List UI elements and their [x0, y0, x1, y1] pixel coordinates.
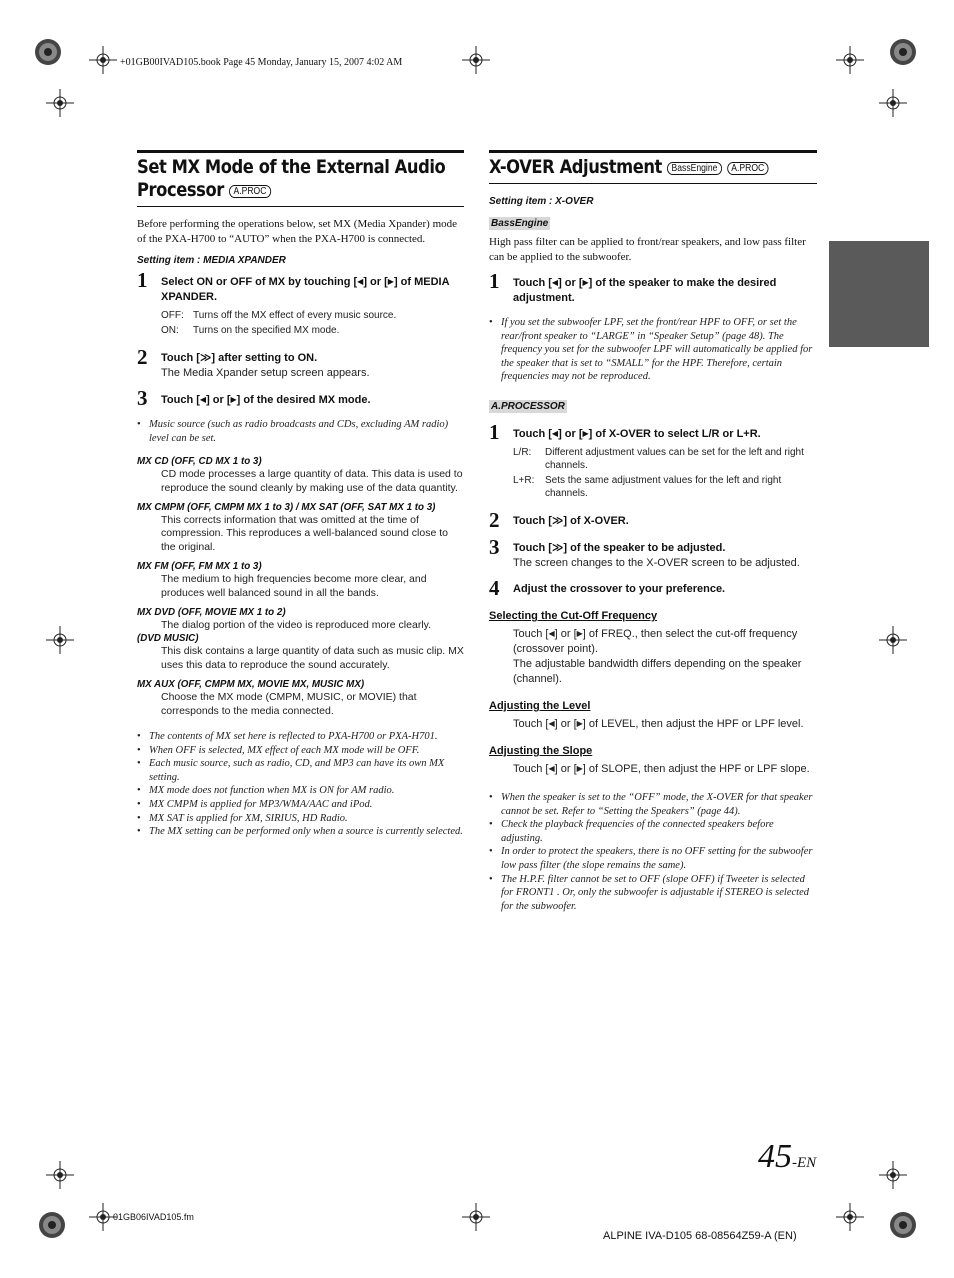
- bassengine-tag: BassEngine: [491, 218, 549, 229]
- forward-icon: ≫: [199, 352, 212, 364]
- level-heading: Adjusting the Level: [489, 699, 591, 712]
- slope-heading: Adjusting the Slope: [489, 744, 593, 757]
- step-3: [137, 386, 464, 410]
- right-arrow-icon: ▶: [582, 278, 589, 287]
- mx-cmpm-desc: This corrects information that was omitted at the time of compression. This reproduces a well-balanced sound close to the original.: [161, 514, 448, 553]
- step-sub: The Media Xpander setup screen appears.: [161, 367, 370, 379]
- setting-item: Setting item : MEDIA XPANDER: [137, 255, 286, 266]
- step-text: Touch [◀] or [▶] of X-OVER to select L/R or L+R.: [513, 427, 761, 440]
- title-line-1: Set MX Mode of the External Audio: [137, 156, 446, 178]
- step-text: Touch [◀] or [▶] of the speaker to make the desired adjustment.: [513, 277, 777, 304]
- dvd-music-desc: This disk contains a large quantity of data such as music clip. MX uses this data to reproduce the sound accurately.: [161, 645, 464, 671]
- note-item: • When the speaker is set to the “OFF” mode, the X-OVER for that speaker cannot be set. Refer to “Setting the Speakers” (page 44).: [489, 791, 817, 818]
- setting-item: Setting item : X-OVER: [489, 196, 594, 207]
- bass-intro: High pass filter can be applied to front/rear speakers, and low pass filter can be applied to the subwoofer.: [489, 236, 806, 263]
- right-arrow-icon: ▶: [576, 763, 583, 773]
- mx-cd-heading: MX CD (OFF, CD MX 1 to 3): [137, 456, 262, 468]
- aproc-badge: A.PROC: [727, 162, 769, 175]
- step-text: Adjust the crossover to your preference.: [513, 582, 726, 595]
- mx-aux-desc: Choose the MX mode (CMPM, MUSIC, or MOVIE) that corresponds to the media connected.: [161, 691, 417, 717]
- book-info-line: +01GB00IVAD105.book Page 45 Monday, January 15, 2007 4:02 AM: [120, 57, 403, 68]
- note-item: • The MX setting can be performed only when a source is currently selected.: [137, 825, 464, 839]
- step-sub: The screen changes to the X-OVER screen to be adjusted.: [513, 556, 800, 569]
- note-list: [489, 316, 817, 384]
- title-line-2: Processor: [137, 179, 224, 201]
- model-footer: ALPINE IVA-D105 68-08564Z59-A (EN): [603, 1230, 797, 1242]
- title-rule-bottom: [489, 183, 817, 184]
- note-list: [489, 791, 817, 913]
- aproc-step-2: [489, 507, 817, 532]
- note-list: [137, 730, 464, 839]
- step-number: 1: [489, 419, 500, 444]
- title-rule-top: [489, 150, 817, 153]
- note-item: • MX mode does not function when MX is ON for AM radio.: [137, 784, 464, 798]
- aproc-step-3: [489, 534, 817, 570]
- note-item: • When OFF is selected, MX effect of each MX mode will be OFF.: [137, 744, 464, 758]
- title-rule-top: [137, 150, 464, 153]
- cutoff-heading: Selecting the Cut-Off Frequency: [489, 609, 658, 622]
- note-item: • MX CMPM is applied for MP3/WMA/AAC and iPod.: [137, 798, 464, 812]
- left-arrow-icon: ◀: [551, 278, 559, 287]
- note-list: [137, 418, 464, 445]
- step-number: 4: [489, 575, 500, 600]
- right-arrow-icon: ▶: [576, 628, 583, 638]
- bass-step-1: [489, 269, 817, 306]
- left-column: [137, 150, 464, 839]
- aproc-badge: A.PROC: [229, 185, 271, 198]
- forward-icon: ≫: [551, 514, 564, 527]
- lr-definitions: L/R: Different adjustment values can be set for the left and right channels. L+R: Sets the same adjustment values for the left and right channels.: [513, 446, 804, 499]
- left-arrow-icon: ◀: [199, 395, 207, 404]
- note-item: • In order to protect the speakers, there is no OFF setting for the subwoofer low pass filter (the slope remains the same).: [489, 845, 817, 872]
- level-desc: Touch [◀] or [▶] of LEVEL, then adjust the HPF or LPF level.: [513, 717, 804, 730]
- step-text: Touch [≫] of the speaker to be adjusted.: [513, 541, 726, 554]
- on-off-definitions: OFF: Turns off the MX effect of every music source. ON: Turns on the specified MX mode.: [161, 310, 397, 336]
- step-text: Touch [≫] after setting to ON.: [161, 352, 318, 364]
- left-arrow-icon: ◀: [548, 628, 555, 638]
- dvd-music-heading: (DVD MUSIC): [137, 633, 199, 645]
- step-1: [137, 268, 464, 305]
- page-number: 45-EN: [758, 1138, 817, 1175]
- aprocessor-tag: A.PROCESSOR: [491, 400, 565, 412]
- step-number: 1: [489, 269, 500, 293]
- step-text: Touch [≫] of X-OVER.: [513, 514, 629, 527]
- step-number: 3: [489, 534, 500, 559]
- step-number: 2: [489, 507, 500, 532]
- mx-cmpm-heading: MX CMPM (OFF, CMPM MX 1 to 3) / MX SAT (OFF, SAT MX 1 to 3): [137, 502, 436, 513]
- note-item: • Each music source, such as radio, CD, and MP3 can have its own MX setting.: [137, 757, 464, 784]
- step-number: 2: [137, 345, 148, 369]
- note-item: • If you set the subwoofer LPF, set the front/rear HPF to OFF, or set the rear/front speaker to “LARGE” in “Speaker Setup” (page 48). The frequency you set for the subwoofer LPF will automatically be applied for the speaker that is set to “SMALL” for the HPF. Therefore, certain frequencies may not be reproduced.: [489, 316, 817, 384]
- step-number: 3: [137, 386, 148, 410]
- section-title-mx: [137, 156, 446, 202]
- right-column: [489, 150, 817, 913]
- mx-dvd-heading: MX DVD (OFF, MOVIE MX 1 to 2): [137, 607, 286, 619]
- intro-text: Before performing the operations below, set MX (Media Xpander) mode of the PXA-H700 to “AUTO” when the PXA-H700 is connected.: [137, 218, 458, 245]
- cutoff-desc: Touch [◀] or [▶] of FREQ., then select the cut-off frequency (crossover point). The adjustable bandwidth differs depending on the speaker (channel).: [513, 627, 802, 685]
- step-2: [137, 345, 464, 380]
- left-arrow-icon: ◀: [357, 277, 364, 286]
- note-item: • Check the playback frequencies of the connected speakers before adjusting.: [489, 818, 817, 845]
- mx-fm-desc: The medium to high frequencies become more clear, and produces well balanced sound in all the bands.: [161, 573, 427, 599]
- title-text: X-OVER Adjustment: [489, 156, 662, 178]
- mx-dvd-desc: The dialog portion of the video is reproduced more clearly.: [161, 619, 432, 632]
- step-text: Select ON or OFF of MX by touching [◀] or [▶] of MEDIA XPANDER.: [161, 276, 450, 303]
- left-arrow-icon: ◀: [551, 428, 559, 438]
- aproc-step-1: [489, 419, 817, 444]
- right-arrow-icon: ▶: [582, 428, 589, 438]
- note-item: • Music source (such as radio broadcasts and CDs, excluding AM radio) level can be set.: [137, 418, 464, 445]
- section-title-xover: [489, 156, 771, 179]
- note-item: • The contents of MX set here is reflected to PXA-H700 or PXA-H701.: [137, 730, 464, 744]
- right-arrow-icon: ▶: [576, 718, 583, 728]
- note-item: • MX SAT is applied for XM, SIRIUS, HD Radio.: [137, 812, 464, 826]
- slope-desc: Touch [◀] or [▶] of SLOPE, then adjust the HPF or LPF slope.: [513, 762, 810, 775]
- bassengine-badge: BassEngine: [667, 162, 722, 175]
- forward-icon: ≫: [551, 541, 564, 554]
- aproc-step-4: [489, 575, 817, 600]
- right-arrow-icon: ▶: [387, 277, 394, 286]
- chapter-tab: [829, 241, 929, 347]
- mx-aux-heading: MX AUX (OFF, CMPM MX, MOVIE MX, MUSIC MX): [137, 679, 365, 691]
- left-arrow-icon: ◀: [548, 763, 555, 773]
- step-text: Touch [◀] or [▶] of the desired MX mode.: [161, 394, 371, 406]
- fm-file-line: 01GB06IVAD105.fm: [113, 1212, 194, 1222]
- left-arrow-icon: ◀: [548, 718, 555, 728]
- step-number: 1: [137, 268, 148, 292]
- mx-fm-heading: MX FM (OFF, FM MX 1 to 3): [137, 561, 262, 573]
- note-item: • The H.P.F. filter cannot be set to OFF (slope OFF) if Tweeter is selected for FRONT1 . Or, only the subwoofer is adjustable if STEREO is selected for the subwoofer.: [489, 873, 817, 914]
- mx-cd-desc: CD mode processes a large quantity of data. This data is used to reproduce the sound cleanly by making use of the data quantity.: [161, 468, 463, 494]
- right-arrow-icon: ▶: [230, 395, 237, 404]
- title-rule-bottom: [137, 206, 464, 207]
